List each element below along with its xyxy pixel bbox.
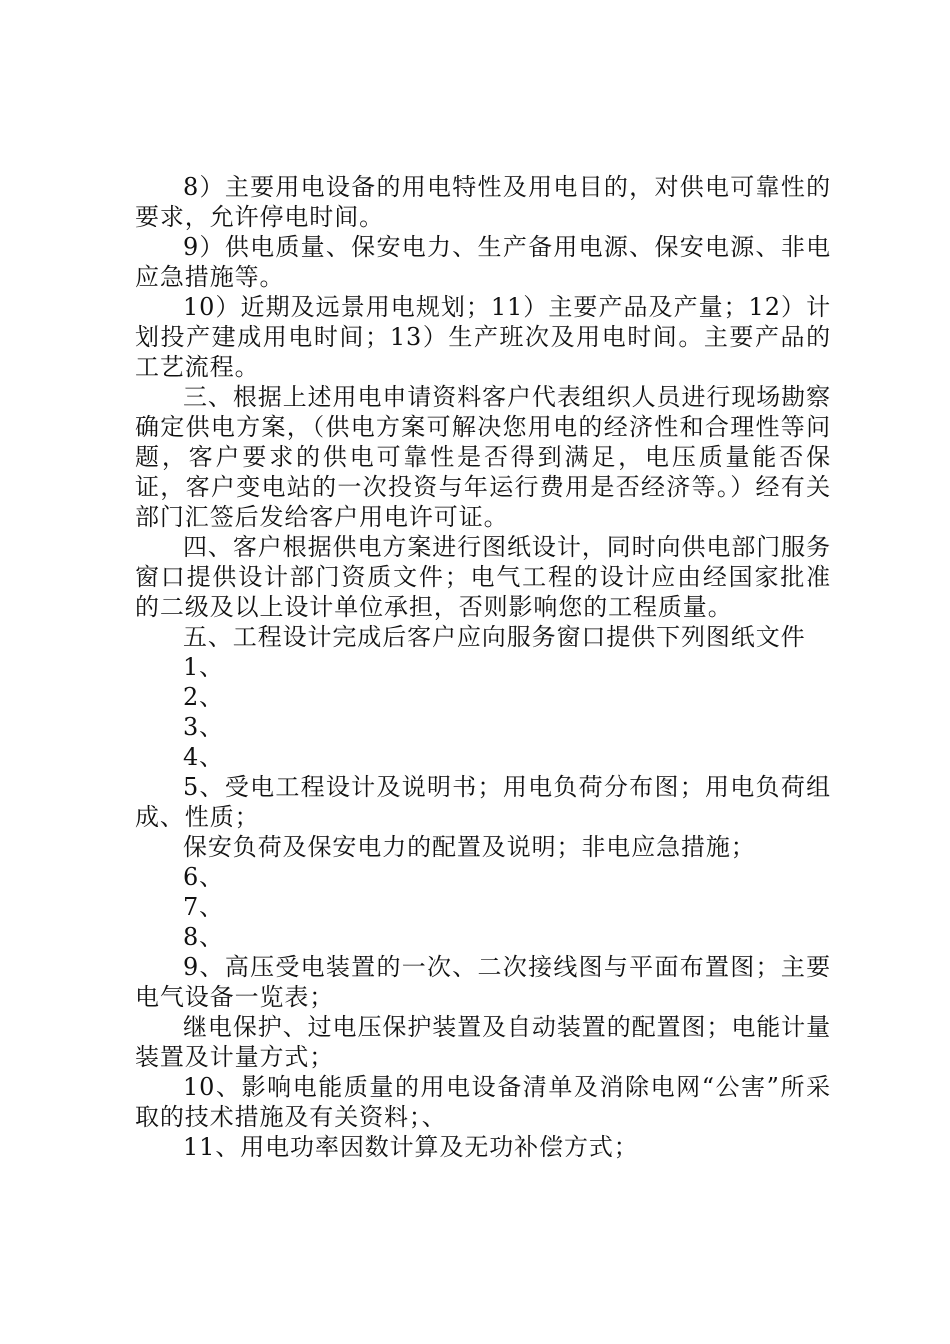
list-item-3: 3、 xyxy=(183,713,225,741)
list-item-9-continued: 继电保护、过电压保护装置及自动装置的配置图；电能计量装置及计量方式； xyxy=(135,1013,831,1071)
list-item-10: 10、影响电能质量的用电设备清单及消除电网“公害”所采取的技术措施及有关资料；、 xyxy=(135,1073,831,1131)
paragraph-item-9: 9）供电质量、保安电力、生产备用电源、保安电源、非电应急措施等。 xyxy=(135,233,831,291)
paragraph-section-5: 五、工程设计完成后客户应向服务窗口提供下列图纸文件 xyxy=(183,623,806,651)
list-item-4: 4、 xyxy=(183,743,225,771)
paragraph-item-8: 8）主要用电设备的用电特性及用电目的，对供电可靠性的要求，允许停电时间。 xyxy=(135,173,831,231)
list-item-5: 5、受电工程设计及说明书；用电负荷分布图；用电负荷组成、性质； xyxy=(135,773,831,831)
paragraph-section-3: 三、根据上述用电申请资料客户代表组织人员进行现场勘察确定供电方案，（供电方案可解决您用电的经济性和合理性等问题，客户要求的供电可靠性是否得到满足，电压质量能否保证，客户变电站的一次投资与年运行费用是否经济等。）经有关部门汇签后发给客户用电许可证。 xyxy=(135,383,831,531)
document-body xyxy=(135,172,831,1162)
paragraph-items-10-13: 10）近期及远景用电规划；11）主要产品及产量；12）计划投产建成用电时间；13）生产班次及用电时间。主要产品的工艺流程。 xyxy=(135,293,831,381)
list-item-5-continued: 保安负荷及保安电力的配置及说明；非电应急措施； xyxy=(183,833,756,861)
list-item-7: 7、 xyxy=(183,893,225,921)
list-item-8: 8、 xyxy=(183,923,225,951)
list-item-1: 1、 xyxy=(183,653,225,681)
list-item-9: 9、高压受电装置的一次、二次接线图与平面布置图；主要电气设备一览表； xyxy=(135,953,831,1011)
list-item-2: 2、 xyxy=(183,683,225,711)
list-item-11: 11、用电功率因数计算及无功补偿方式； xyxy=(183,1133,639,1161)
list-item-6: 6、 xyxy=(183,863,225,891)
paragraph-section-4: 四、客户根据供电方案进行图纸设计，同时向供电部门服务窗口提供设计部门资质文件；电气工程的设计应由经国家批准的二级及以上设计单位承担，否则影响您的工程质量。 xyxy=(135,533,831,621)
